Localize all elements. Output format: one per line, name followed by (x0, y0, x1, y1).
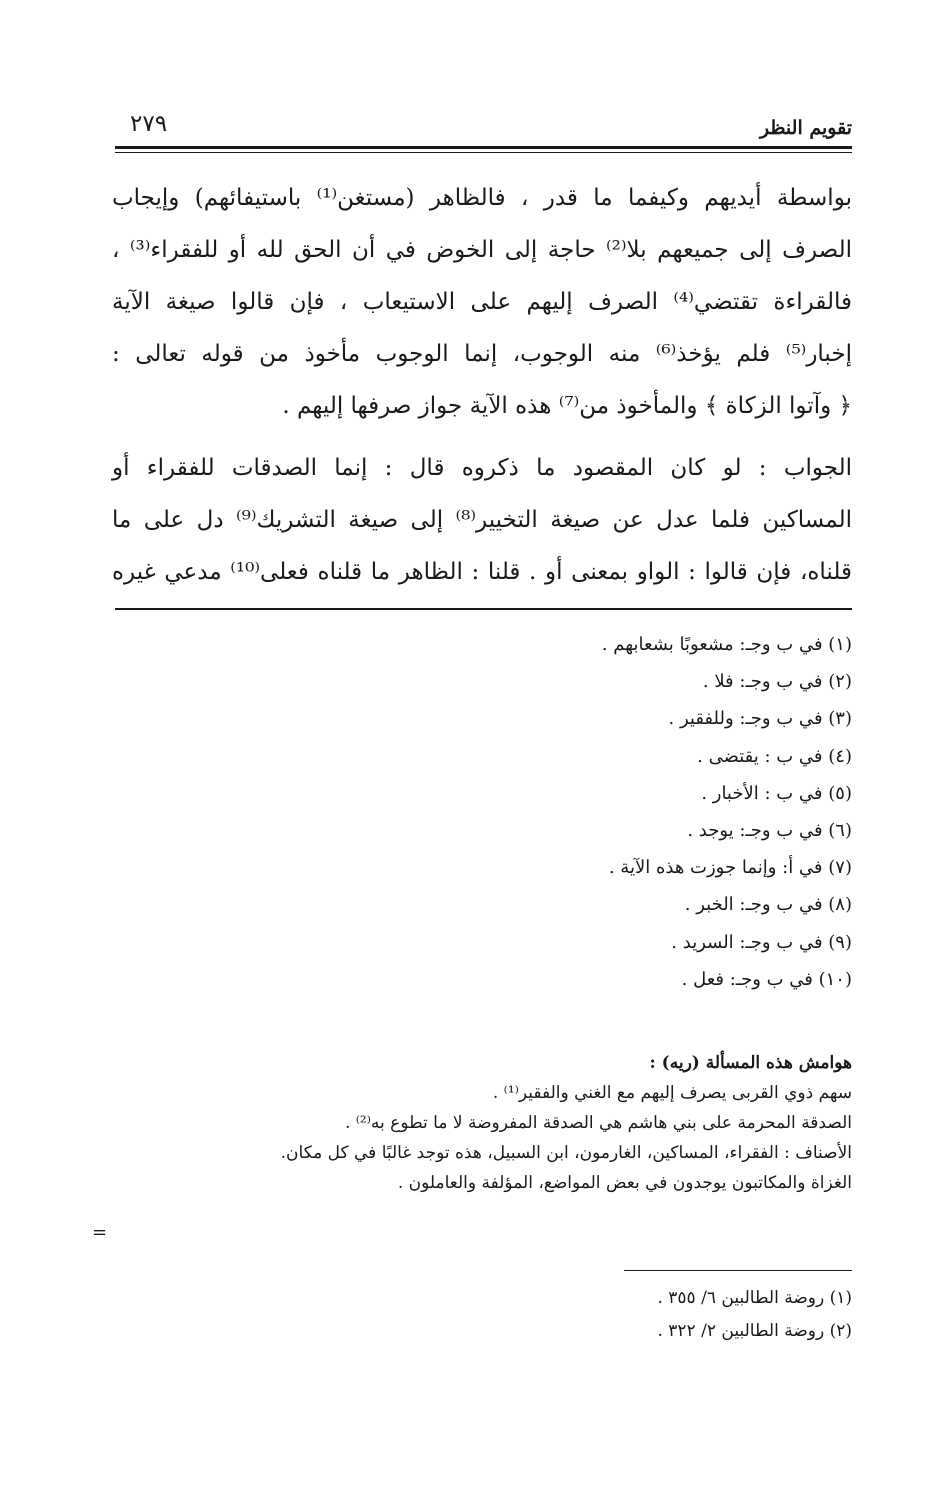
body-line: قلناه، فإن قالوا : الواو بمعنى أو . قلنا : الظاهر ما قلناه فعلى⁽¹⁰⁾ مدعي غيره (112, 559, 852, 585)
margin-note-line: الغزاة والمكاتبون يوجدون في بعض المواضع، المؤلفة والعاملون . (397, 1173, 852, 1193)
footnote: (١٠) في ب وجـ: فعل . (681, 968, 852, 990)
header-rule-thin (115, 152, 852, 153)
margin-note-line: سهم ذوي القربى يصرف إليهم مع الغني والفقير⁽¹⁾ . (492, 1083, 852, 1103)
margin-note-line: الصدقة المحرمة على بني هاشم هي الصدقة المفروضة لا ما تطوع به⁽²⁾ . (344, 1113, 852, 1133)
footnote: (٦) في ب وجـ: يوجد . (687, 819, 852, 841)
body-line: الصرف إلى جميعهم بلا⁽²⁾ حاجة إلى الخوض في أن الحق لله أو للفقراء⁽³⁾ ، (112, 237, 852, 263)
footnote-separator (115, 608, 852, 610)
footnotes (112, 626, 852, 998)
footnote: (٥) في ب : الأخبار . (701, 782, 852, 804)
body-line: المساكين فلما عدل عن صيغة التخيير⁽⁸⁾ إلى صيغة التشريك⁽⁹⁾ دل على ما (112, 507, 852, 533)
reference: (١) روضة الطالبين ٦/ ٣٥٥ . (657, 1288, 852, 1308)
footnote: (٩) في ب وجـ: السريد . (671, 931, 852, 953)
footnote: (٨) في ب وجـ: الخبر . (684, 894, 852, 916)
body-line: الجواب : لو كان المقصود ما ذكروه قال : إنما الصدقات للفقراء أو (112, 455, 852, 481)
footnote: (٣) في ب وجـ: وللفقير . (668, 708, 852, 730)
margin-notes (112, 1048, 852, 1198)
page-number: ٢٧٩ (130, 111, 168, 137)
running-title: تقويم النظر (759, 117, 852, 139)
references-separator (624, 1270, 852, 1271)
body-text (112, 172, 852, 598)
body-line: بواسطة أيديهم وكيفما ما قدر ، فالظاهر (مستغن⁽¹⁾ باستيفائهم) وإيجاب (112, 185, 852, 211)
footnote: (٧) في أ: وإنما جوزت هذه الآية . (608, 857, 852, 879)
margin-mark: = (92, 1222, 108, 1243)
header-rule-thick (115, 146, 852, 149)
paragraph-gap (112, 432, 852, 442)
footnote: (١) في ب وجـ: مشعوبًا بشعابهم . (601, 634, 852, 655)
body-line: إخبار⁽⁵⁾ فلم يؤخذ⁽⁶⁾ منه الوجوب، إنما الوجوب مأخوذ من قوله تعالى : (112, 341, 852, 367)
margin-note-line: الأصناف : الفقراء، المساكين، الغارمون، ابن السبيل، هذه توجد غالبًا في كل مكان. (280, 1143, 852, 1163)
footnote: (٢) في ب وجـ: فلا . (702, 671, 852, 693)
margin-notes-heading: هوامش هذه المسألة (ريه) : (649, 1053, 852, 1073)
body-line: ﴿ وآتوا الزكاة ﴾ والمأخوذ من⁽⁷⁾ هذه الآية جواز صرفها إليهم . (282, 393, 852, 419)
body-line: فالقراءة تقتضي⁽⁴⁾ الصرف إليهم على الاستيعاب ، فإن قالوا صيغة الآية (112, 289, 852, 315)
references (352, 1282, 852, 1348)
reference: (٢) روضة الطالبين ٢/ ٣٢٢ . (657, 1321, 852, 1341)
footnote: (٤) في ب : يقتضى . (697, 745, 852, 767)
